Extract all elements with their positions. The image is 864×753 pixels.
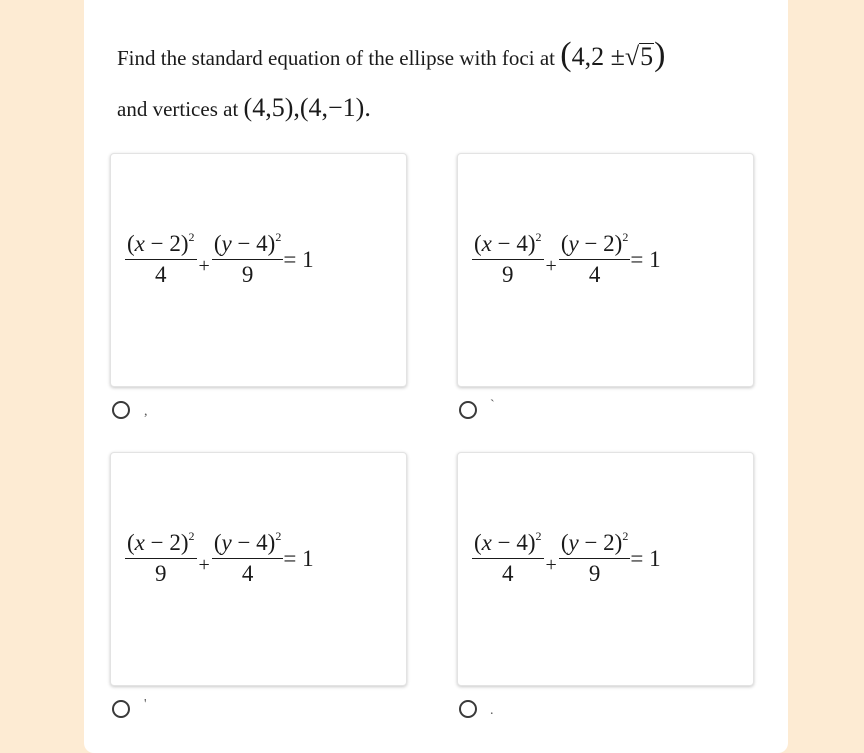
- question-text-middle: and vertices at: [117, 97, 239, 121]
- option-2-radio[interactable]: [459, 401, 477, 419]
- option-3-equation: $\frac{(x - 2)^2}{9}$ + $\frac{(y - 4)^2}{4}$ = 1: [127, 529, 314, 586]
- question-text: Find the standard equation of the ellipse with foci at (4,2 ±√5) and vertices at (4,5),(4,−1).: [117, 36, 666, 122]
- foci-expression: (4,2 ±√5): [560, 36, 666, 73]
- option-3-mark: ': [144, 697, 147, 712]
- option-tile-2[interactable]: [457, 153, 754, 387]
- option-4-mark: .: [490, 703, 494, 718]
- foci-radical: 5: [640, 42, 654, 71]
- option-4-equation: $\frac{(x - 4)^2}{4}$ + $\frac{(y - 2)^2}{9}$ = 1: [474, 529, 661, 586]
- option-1-equation: $\frac{(x - 2)^2}{4}$ + $\frac{(y - 4)^2}{9}$ = 1: [127, 230, 314, 287]
- option-4-radio[interactable]: [459, 700, 477, 718]
- option-tile-1[interactable]: [110, 153, 407, 387]
- vertices-expression: (4,5),(4,−1): [243, 93, 365, 122]
- option-1-radio[interactable]: [112, 401, 130, 419]
- option-3-radio[interactable]: [112, 700, 130, 718]
- option-tile-3[interactable]: [110, 452, 407, 686]
- option-tile-4[interactable]: [457, 452, 754, 686]
- option-2-mark: `: [490, 398, 495, 413]
- question-text-before: Find the standard equation of the ellipse with foci at: [117, 46, 555, 70]
- option-2-equation: $\frac{(x - 4)^2}{9}$ + $\frac{(y - 2)^2}{4}$ = 1: [474, 230, 661, 287]
- option-1-mark: ,: [144, 404, 148, 419]
